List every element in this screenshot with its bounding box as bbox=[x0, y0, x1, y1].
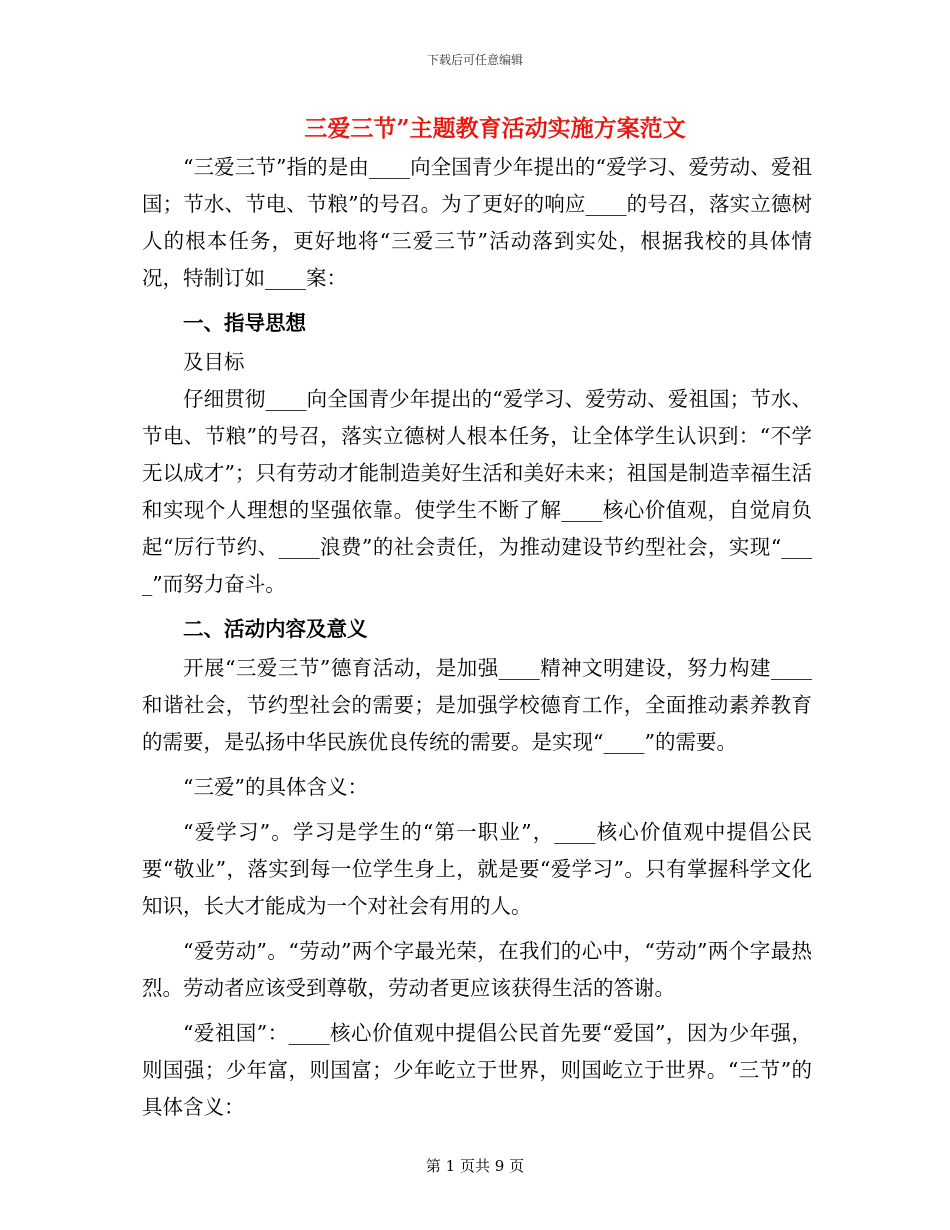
love-motherland-paragraph: “爱祖国”：____核心价值观中提倡公民首先要“爱国”，因为少年强，则国强；少年富，则国富；少年屹立于世界，则国屹立于世界。“三节”的具体含义： bbox=[142, 1021, 812, 1119]
guiding-thought-paragraph: 仔细贯彻____向全国青少年提出的“爱学习、爱劳动、爱祖国；节水、节电、节粮”的号召，落实立德树人根本任务，让全体学生认识到：“不学无以成才”；只有劳动才能制造美好生活和美好未来；祖国是制造幸福生活和实现个人理想的坚强依靠。使学生不断了解____核心价值观，自觉肩负起“厉行节约、____浪费”的社会责任，为推动建设节约型社会，实现“____”而努力奋斗。 bbox=[142, 387, 812, 596]
document-body bbox=[142, 149, 812, 1134]
activity-content-paragraph: 开展“三爱三节”德育活动，是加强____精神文明建设，努力构建____和谐社会，节约型社会的需要；是加强学校德育工作，全面推动素养教育的需要，是弘扬中华民族优良传统的需要。是实现“____”的需要。 bbox=[142, 656, 812, 754]
love-labor-paragraph: “爱劳动”。“劳动”两个字最光荣，在我们的心中，“劳动”两个字最热烈。劳动者应该受到尊敬，劳动者更应该获得生活的答谢。 bbox=[142, 939, 812, 1000]
section-heading-guiding-thought: 一、指导思想 bbox=[183, 311, 306, 335]
page-header: 下载后可任意编辑 bbox=[426, 53, 523, 67]
section-heading-activity-content: 二、活动内容及意义 bbox=[183, 617, 368, 641]
love-learning-paragraph: “爱学习”。学习是学生的“第一职业”，____核心价值观中提倡公民要“敬业”，落实到每一位学生身上，就是要“爱学习”。只有掌握科学文化知识，长大才能成为一个对社会有用的人。 bbox=[142, 820, 812, 918]
document-title: 三爱三节”主题教育活动实施方案范文 bbox=[304, 115, 686, 142]
intro-paragraph: “三爱三节”指的是由____向全国青少年提出的“爱学习、爱劳动、爱祖国；节水、节电、节粮”的号召。为了更好的响应____的号召，落实立德树人的根本任务，更好地将“三爱三节”活动落到实处，根据我校的具体情况，特制订如____案： bbox=[142, 155, 812, 290]
sanai-intro-paragraph: “三爱”的具体含义： bbox=[183, 775, 368, 799]
section-subheading-goals: 及目标 bbox=[183, 350, 245, 374]
page-number-footer: 第 1 页共 9 页 bbox=[425, 1157, 525, 1175]
